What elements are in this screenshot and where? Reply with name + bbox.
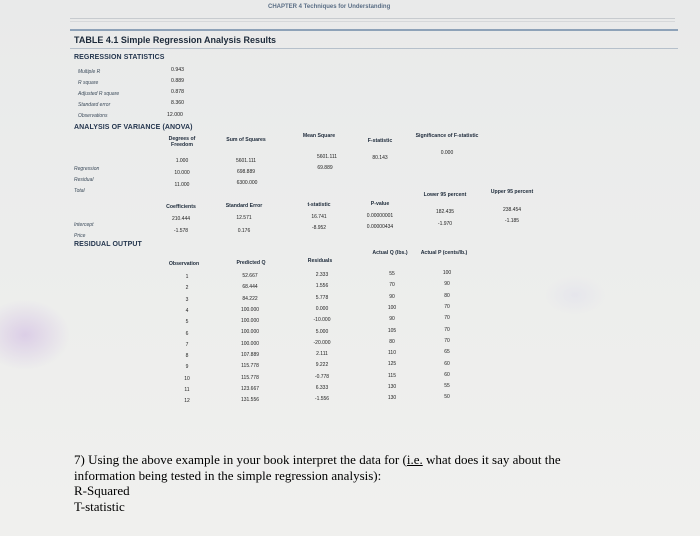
residual-col-observation: Observation	[168, 261, 200, 267]
residual-cell: 70	[444, 337, 450, 344]
residual-cell: 100.000	[240, 329, 260, 336]
residual-cell: -0.778	[314, 373, 330, 380]
anova-cell: 5601.111	[235, 158, 257, 164]
coef-row-label: Price	[74, 233, 86, 239]
residual-cell: 6	[185, 330, 189, 337]
stat-value: 12.000	[167, 112, 183, 118]
residual-cell: 3	[185, 296, 189, 303]
residual-cell: 9.222	[315, 362, 329, 369]
residual-cell: 70	[389, 282, 395, 289]
residual-col-predicted: Predicted Q	[236, 260, 266, 266]
stat-label: R square	[78, 80, 99, 86]
residual-cell: 105	[387, 327, 397, 334]
chapter-header: CHAPTER 4 Techniques for Understanding	[268, 4, 391, 10]
coef-cell: 0.00000001	[366, 213, 394, 219]
residual-cell: 10	[184, 375, 190, 382]
residual-cell: 5	[185, 319, 189, 326]
stat-value: 0.943	[171, 67, 184, 73]
regression-statistics-heading: REGRESSION STATISTICS	[74, 54, 165, 61]
coef-col-upper95: Upper 95 percent	[490, 189, 534, 195]
residual-cell: 130	[387, 384, 397, 390]
residual-cell: 5.778	[315, 294, 329, 301]
table-title-rule	[70, 48, 678, 49]
coef-cell: 210.444	[171, 216, 191, 222]
question-line-2: information being tested in the simple regression analysis):	[74, 467, 382, 483]
anova-cell: 1.000	[175, 158, 189, 164]
residual-cell: 115.778	[241, 374, 259, 381]
question-text-b: what does it say about the	[422, 452, 561, 467]
residual-cell: 70	[444, 326, 450, 333]
question-item-r-squared: R-Squared	[74, 483, 130, 498]
coef-cell: 0.176	[237, 228, 251, 234]
anova-cell: 69.889	[317, 165, 333, 171]
residual-cell: 80	[444, 292, 450, 299]
residual-cell: 131.556	[240, 397, 260, 404]
residual-cell: 5.000	[315, 328, 329, 335]
residual-cell: 70	[444, 315, 450, 322]
table-title: TABLE 4.1 Simple Regression Analysis Results	[74, 35, 277, 45]
residual-cell: 90	[389, 293, 395, 300]
residual-cell: 6.333	[315, 385, 329, 392]
coef-cell: 182.435	[435, 209, 455, 215]
anova-row-label: Regression	[74, 166, 100, 172]
glare-spot	[0, 300, 70, 370]
coef-col-lower95: Lower 95 percent	[423, 192, 467, 198]
coef-col-coefficients: Coefficients	[166, 204, 196, 210]
residual-cell: 4	[185, 307, 189, 314]
question-ie: i.e.	[406, 452, 423, 467]
residual-cell: 55	[389, 271, 395, 277]
residual-cell: 84.222	[242, 295, 258, 302]
header-rule	[70, 21, 675, 22]
coef-col-tstat: t-statistic	[307, 202, 331, 208]
anova-cell: 6300.000	[236, 180, 258, 186]
residual-cell: 90	[444, 281, 450, 288]
stat-label: Observations	[78, 113, 108, 119]
residual-cell: 70	[444, 304, 450, 311]
residual-cell: 9	[185, 364, 189, 371]
anova-cell: 11.000	[174, 182, 190, 188]
residual-cell: 2	[185, 285, 189, 292]
stat-label: Multiple R	[78, 69, 101, 75]
residual-cell: 8	[185, 353, 189, 360]
coef-cell: -1.578	[173, 228, 189, 234]
residual-cell: 12	[184, 398, 190, 405]
anova-col-f: F-statistic	[367, 138, 393, 144]
residual-col-residuals: Residuals	[307, 258, 333, 264]
coef-cell: -1.185	[504, 218, 520, 224]
anova-col-ss: Sum of Squares	[226, 137, 266, 143]
residual-cell: 100.000	[240, 318, 260, 325]
residual-cell: 55	[444, 383, 450, 390]
residual-cell: 123.667	[240, 385, 260, 392]
stat-value: 0.889	[171, 78, 184, 84]
residual-cell: 68.444	[242, 284, 258, 291]
anova-cell: 698.889	[236, 169, 256, 175]
stat-label: Adjusted R square	[78, 91, 120, 97]
anova-cell: 80.143	[372, 155, 388, 161]
anova-cell: 10.000	[174, 170, 190, 176]
residual-cell: 52.667	[242, 272, 258, 279]
anova-col-sig: Significance of F-statistic	[415, 133, 479, 139]
residual-cell: 100.000	[240, 306, 260, 313]
anova-row-label: Residual	[74, 177, 94, 183]
anova-heading: ANALYSIS OF VARIANCE (ANOVA)	[74, 124, 193, 131]
question-line-1	[74, 452, 634, 468]
residual-cell: 1.556	[315, 283, 329, 290]
header-rule	[70, 18, 675, 19]
residual-cell: -20.000	[313, 339, 331, 346]
anova-row-label: Total	[74, 188, 85, 194]
coef-cell: -1.970	[437, 221, 453, 227]
residual-cell: -10.000	[313, 317, 331, 324]
stat-label: Standard error	[78, 102, 111, 108]
residual-cell: 65	[444, 349, 450, 356]
stat-value: 0.878	[171, 89, 184, 95]
residual-cell: 2.111	[316, 351, 328, 358]
residual-cell: 11	[184, 387, 190, 393]
residual-cell: 90	[389, 316, 395, 323]
table-top-rule	[70, 29, 678, 31]
coef-cell: -8.952	[311, 225, 327, 231]
residual-cell: 100.000	[240, 340, 260, 347]
residual-output-heading: RESIDUAL OUTPUT	[74, 241, 142, 248]
residual-cell: 0.000	[315, 305, 329, 312]
residual-cell: 115	[388, 372, 396, 379]
residual-cell: 100	[442, 270, 452, 277]
stat-value: 8.360	[171, 100, 184, 106]
anova-col-ms: Mean Square	[302, 133, 336, 139]
anova-cell: 5601.111	[316, 154, 338, 160]
question-item-t-statistic: T-statistic	[74, 498, 125, 514]
residual-col-actual-q: Actual Q (lbs.)	[372, 250, 408, 256]
residual-cell: 130	[387, 395, 397, 402]
residual-cell: 115.778	[241, 363, 259, 370]
anova-col-df: Degrees of Freedom	[168, 136, 196, 148]
residual-cell: 80	[389, 338, 395, 345]
coef-cell: 12.571	[236, 215, 252, 221]
coef-col-stderr: Standard Error	[225, 203, 263, 209]
residual-cell: 125	[387, 361, 397, 368]
coef-cell: 238.454	[502, 207, 522, 213]
coef-col-pvalue: P-value	[370, 201, 390, 207]
residual-cell: 100	[387, 304, 397, 311]
residual-cell: 60	[444, 371, 450, 378]
anova-cell: 0.000	[440, 150, 454, 156]
assignment-question	[74, 452, 634, 514]
residual-cell: 2.333	[315, 272, 329, 279]
coef-row-label: Intercept	[74, 222, 94, 228]
residual-cell: 107.889	[240, 352, 260, 359]
coef-cell: 16.741	[311, 214, 327, 220]
question-text-a: 7) Using the above example in your book interpret the data for (	[74, 452, 407, 467]
residual-cell: 50	[444, 394, 450, 401]
residual-cell: 60	[444, 360, 450, 367]
residual-cell: -1.556	[314, 396, 330, 403]
residual-cell: 110	[388, 350, 396, 357]
coef-cell: 0.00000434	[366, 224, 394, 230]
residual-col-actual-p: Actual P (cents/lb.)	[420, 250, 468, 256]
glare-spot	[545, 275, 605, 315]
residual-cell: 7	[185, 341, 189, 348]
residual-cell: 1	[185, 274, 189, 280]
